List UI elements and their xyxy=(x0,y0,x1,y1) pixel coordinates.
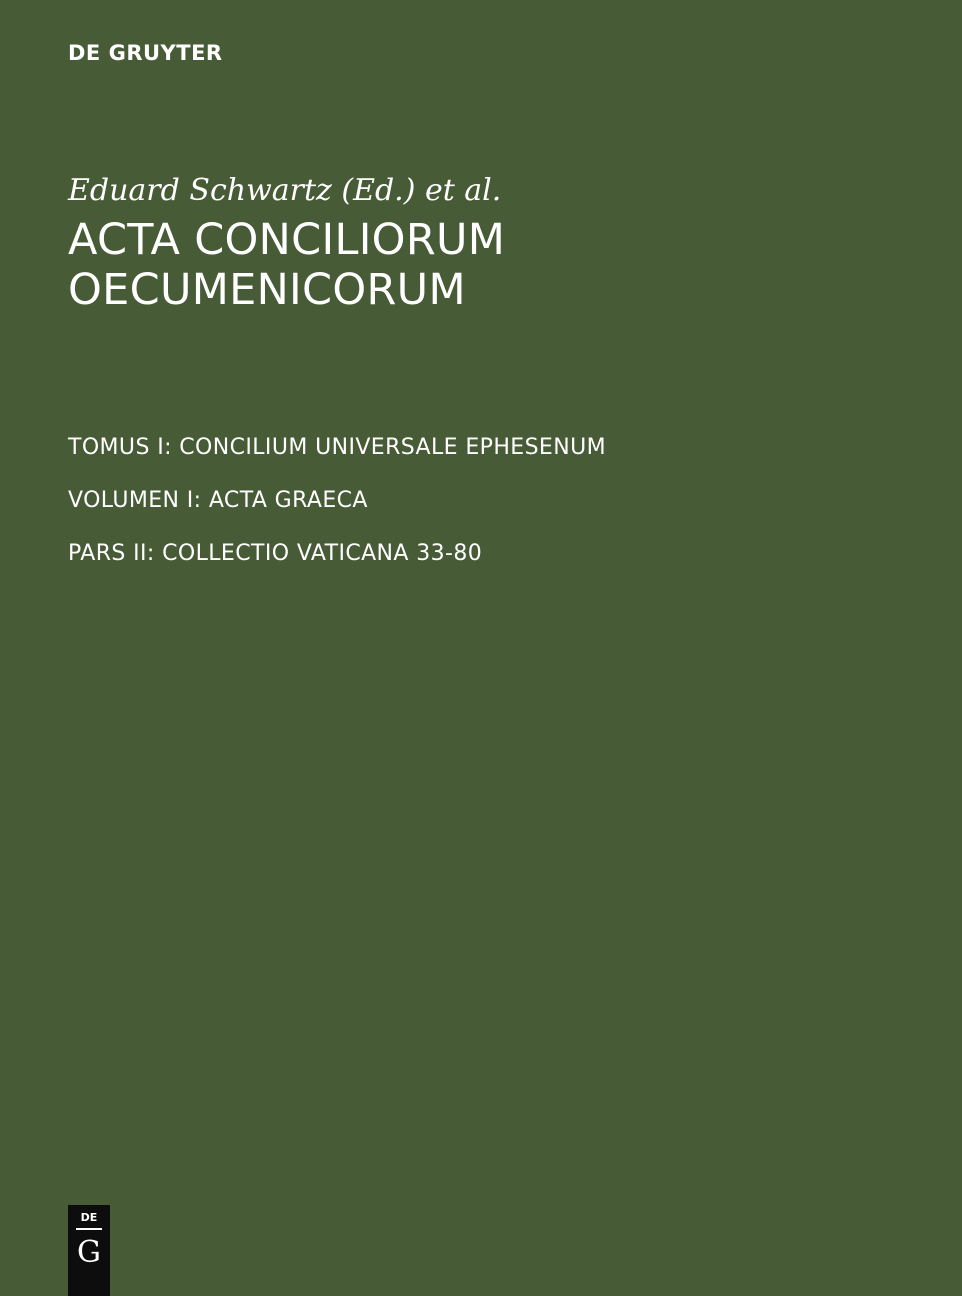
title-line-1: ACTA CONCILIORUM xyxy=(68,215,506,265)
logo-g-letter: G xyxy=(77,1235,101,1270)
editors-line: Eduard Schwartz (Ed.) et al. xyxy=(68,173,502,208)
pars-line: PARS II: COLLECTIO VATICANA 33-80 xyxy=(68,541,483,566)
volumen-line: VOLUMEN I: ACTA GRAECA xyxy=(68,488,368,513)
publisher-name: DE GRUYTER xyxy=(68,41,223,65)
book-title xyxy=(68,215,505,315)
title-line-2: OECUMENICORUM xyxy=(68,265,466,315)
publisher-logo-icon xyxy=(68,1205,110,1296)
logo-divider xyxy=(76,1228,102,1230)
logo-de-text: DE xyxy=(80,1211,98,1224)
tomus-line: TOMUS I: CONCILIUM UNIVERSALE EPHESENUM xyxy=(68,435,606,460)
